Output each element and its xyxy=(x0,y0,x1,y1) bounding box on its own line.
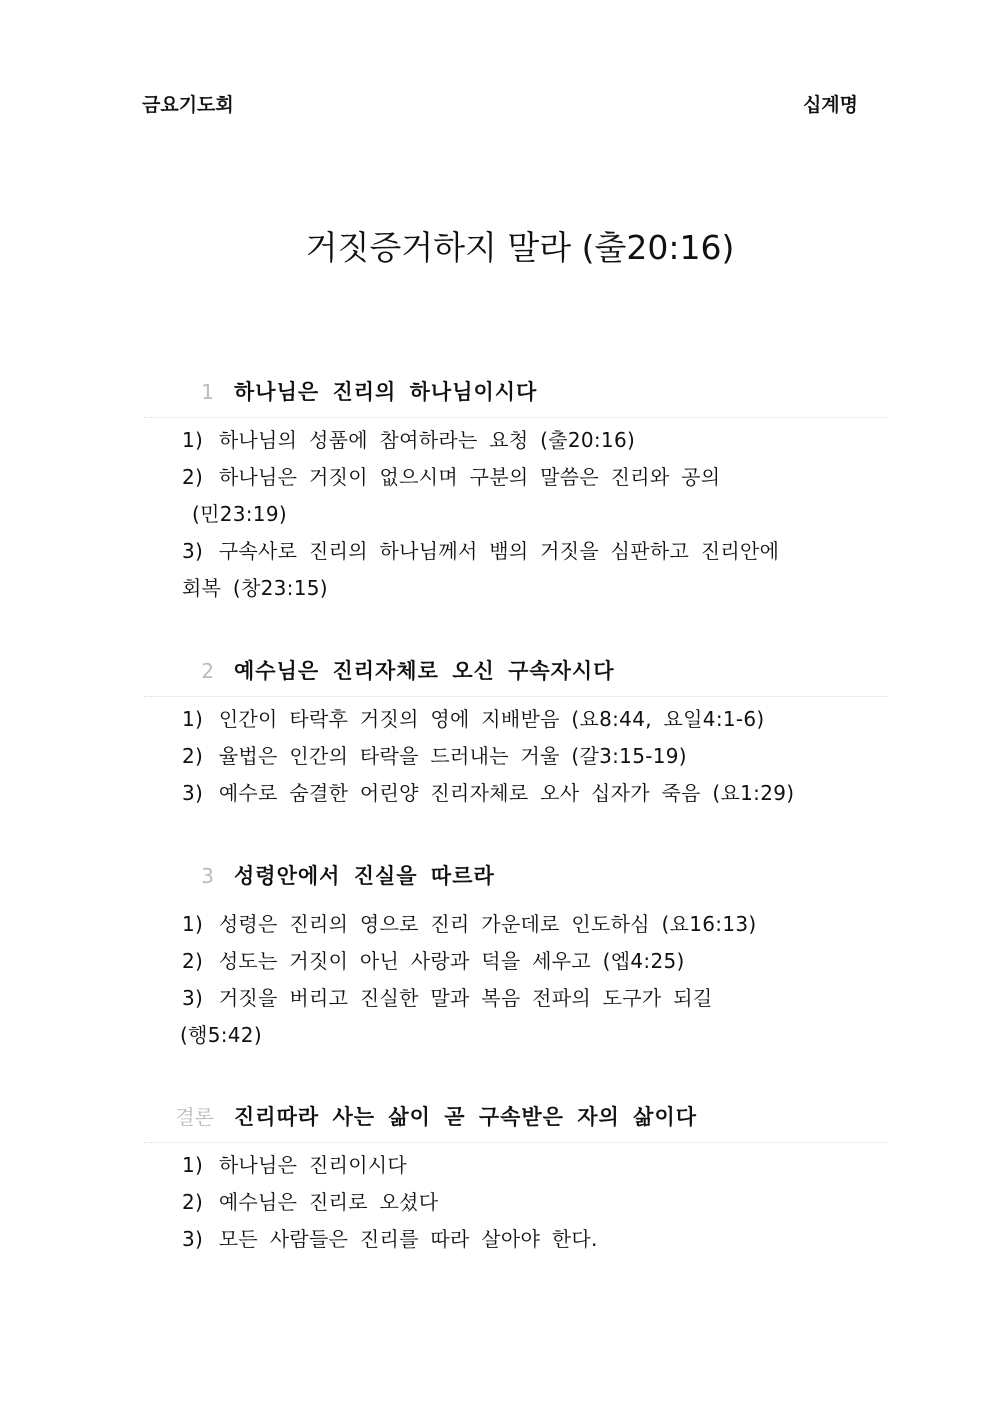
item-number: 1) xyxy=(182,912,204,936)
section-header xyxy=(144,1099,888,1143)
list-item xyxy=(182,533,888,607)
item-text: 예수로 숨결한 어린양 진리자체로 오사 십자가 죽음 (요1:29) xyxy=(218,781,795,805)
section-1 xyxy=(144,374,888,607)
section-items xyxy=(144,701,888,812)
list-item xyxy=(182,1221,888,1258)
header-left: 금요기도회 xyxy=(142,93,234,116)
section-items xyxy=(144,1147,888,1258)
item-number: 3) xyxy=(182,539,204,563)
item-text: 예수님은 진리로 오셨다 xyxy=(218,1190,439,1214)
item-number: 3) xyxy=(182,1227,204,1251)
section-header xyxy=(144,858,888,902)
item-text: 모든 사람들은 진리를 따라 살아야 한다. xyxy=(218,1227,598,1251)
header-right: 십계명 xyxy=(802,93,858,116)
section-number: 1 xyxy=(201,380,214,404)
list-item xyxy=(182,906,888,943)
section-title: 하나님은 진리의 하나님이시다 xyxy=(234,380,538,404)
item-number: 1) xyxy=(182,428,204,452)
section-items xyxy=(144,422,888,607)
item-text: 인간이 타락후 거짓의 영에 지배받음 (요8:44, 요일4:1-6) xyxy=(218,707,765,731)
section-3 xyxy=(144,858,888,1054)
section-conclusion xyxy=(144,1099,888,1258)
item-text: 하나님의 성품에 참여하라는 요청 (출20:16) xyxy=(218,428,636,452)
item-text: 하나님은 거짓이 없으시며 구분의 말씀은 진리와 공의 xyxy=(218,465,721,489)
item-number: 2) xyxy=(182,744,204,768)
list-item xyxy=(182,1184,888,1221)
item-number: 3) xyxy=(182,986,204,1010)
item-text: 성도는 거짓이 아닌 사랑과 덕을 세우고 (엡4:25) xyxy=(218,949,685,973)
item-number: 2) xyxy=(182,1190,204,1214)
section-items xyxy=(144,906,888,1054)
list-item xyxy=(182,775,888,812)
section-header xyxy=(144,653,888,697)
section-number: 결론 xyxy=(175,1105,214,1129)
item-number: 2) xyxy=(182,465,204,489)
item-number: 1) xyxy=(182,1153,204,1177)
item-text-continued: (민23:19) xyxy=(192,502,287,526)
item-text: 하나님은 진리이시다 xyxy=(218,1153,408,1177)
list-item xyxy=(182,422,888,459)
item-number: 3) xyxy=(182,781,204,805)
section-title: 예수님은 진리자체로 오신 구속자시다 xyxy=(234,659,615,683)
item-text: 구속사로 진리의 하나님께서 뱀의 거짓을 심판하고 진리안에 xyxy=(218,539,780,563)
page-header xyxy=(142,90,858,116)
item-text-continued: 회복 (창23:15) xyxy=(182,576,328,600)
list-item xyxy=(182,738,888,775)
item-number: 2) xyxy=(182,949,204,973)
section-number: 2 xyxy=(201,659,214,683)
list-item xyxy=(182,1147,888,1184)
section-2 xyxy=(144,653,888,812)
list-item xyxy=(182,943,888,980)
page-title: 거짓증거하지 말라 (출20:16) xyxy=(305,228,735,267)
list-item xyxy=(182,459,888,533)
list-item xyxy=(182,701,888,738)
item-text: 성령은 진리의 영으로 진리 가운데로 인도하심 (요16:13) xyxy=(218,912,757,936)
item-text: 거짓을 버리고 진실한 말과 복음 전파의 도구가 되길 xyxy=(218,986,713,1010)
section-title: 진리따라 사는 삶이 곧 구속받은 자의 삶이다 xyxy=(234,1105,698,1129)
section-number: 3 xyxy=(201,864,214,888)
item-number: 1) xyxy=(182,707,204,731)
section-title: 성령안에서 진실을 따르라 xyxy=(234,864,495,888)
item-text-continued: (행5:42) xyxy=(180,1023,262,1047)
section-header xyxy=(144,374,888,418)
item-text: 율법은 인간의 타락을 드러내는 거울 (갈3:15-19) xyxy=(218,744,687,768)
list-item xyxy=(182,980,888,1054)
